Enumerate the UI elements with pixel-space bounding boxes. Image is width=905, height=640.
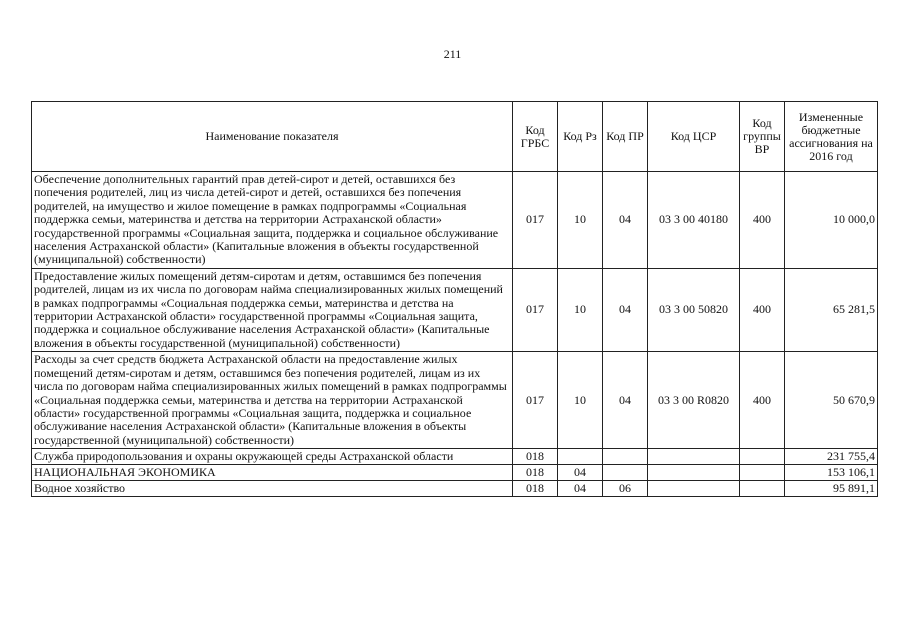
table-row xyxy=(32,465,878,481)
row-name: Водное хозяйство xyxy=(32,481,513,497)
row-pr: 04 xyxy=(603,268,648,351)
row-grbs: 018 xyxy=(513,465,558,481)
row-vr xyxy=(740,449,785,465)
row-amount: 65 281,5 xyxy=(785,268,878,351)
table-header-row xyxy=(32,102,878,172)
row-vr xyxy=(740,481,785,497)
header-csr: Код ЦСР xyxy=(648,102,740,172)
row-csr xyxy=(648,465,740,481)
header-name: Наименование показателя xyxy=(32,102,513,172)
row-name: Расходы за счет средств бюджета Астраханской области на предоставление жилых помещений детям-сиротам и детям, оставшимся без попечения родителей, лицам из их числа по договорам найма специализированных жилых помещений в рамках подпрограммы «Социальная поддержка семьи, материнства и детства на территории Астраханской области» государственной программы «Социальная защита, поддержка и социальное обслуживание населения Астраханской области» (Капитальные вложения в объекты государственной (муниципальной) собственности) xyxy=(32,352,513,449)
row-grbs: 017 xyxy=(513,268,558,351)
row-pr: 04 xyxy=(603,172,648,269)
row-grbs: 018 xyxy=(513,449,558,465)
row-rz: 10 xyxy=(558,172,603,269)
row-vr: 400 xyxy=(740,268,785,351)
row-amount: 10 000,0 xyxy=(785,172,878,269)
header-pr: Код ПР xyxy=(603,102,648,172)
budget-table xyxy=(31,101,878,497)
row-rz: 10 xyxy=(558,352,603,449)
row-csr xyxy=(648,449,740,465)
row-csr: 03 3 00 R0820 xyxy=(648,352,740,449)
table-row xyxy=(32,449,878,465)
row-name: НАЦИОНАЛЬНАЯ ЭКОНОМИКА xyxy=(32,465,513,481)
row-name: Служба природопользования и охраны окружающей среды Астраханской области xyxy=(32,449,513,465)
row-pr xyxy=(603,449,648,465)
page-number: 211 xyxy=(443,47,462,61)
row-rz: 10 xyxy=(558,268,603,351)
row-pr: 04 xyxy=(603,352,648,449)
row-amount: 153 106,1 xyxy=(785,465,878,481)
row-amount: 95 891,1 xyxy=(785,481,878,497)
header-rz: Код Рз xyxy=(558,102,603,172)
header-vr: Код группы ВР xyxy=(740,102,785,172)
row-csr xyxy=(648,481,740,497)
row-vr: 400 xyxy=(740,352,785,449)
row-vr: 400 xyxy=(740,172,785,269)
row-csr: 03 3 00 50820 xyxy=(648,268,740,351)
table-row xyxy=(32,172,878,269)
row-pr: 06 xyxy=(603,481,648,497)
table-row xyxy=(32,268,878,351)
row-rz: 04 xyxy=(558,465,603,481)
row-grbs: 017 xyxy=(513,172,558,269)
row-grbs: 017 xyxy=(513,352,558,449)
row-vr xyxy=(740,465,785,481)
row-grbs: 018 xyxy=(513,481,558,497)
row-name: Предоставление жилых помещений детям-сиротам и детям, оставшимся без попечения родителей, лицам из их числа по договорам найма специализированных жилых помещений в рамках подпрограммы «Социальная поддержка семьи, материнства и детства на территории Астраханской области» государственной программы «Социальная защита, поддержка и социальное обслуживание населения Астраханской области» (Капитальные вложения в объекты государственной (муниципальной) собственности) xyxy=(32,268,513,351)
table-row xyxy=(32,481,878,497)
row-amount: 50 670,9 xyxy=(785,352,878,449)
row-csr: 03 3 00 40180 xyxy=(648,172,740,269)
row-pr xyxy=(603,465,648,481)
row-name: Обеспечение дополнительных гарантий прав детей-сирот и детей, оставшихся без попечения родителей, лиц из числа детей-сирот и детей, оставшихся без попечения родителей, на имущество и жилое помещение в рамках подпрограммы «Социальная поддержка семьи, материнства и детства на территории Астраханской области» государственной программы «Социальная защита, поддержка и социальное обслуживание населения Астраханской области» (Капитальные вложения в объекты государственной (муниципальной) собственности) xyxy=(32,172,513,269)
header-amount: Измененные бюджетные ассигнования на 2016 год xyxy=(785,102,878,172)
row-rz xyxy=(558,449,603,465)
table-row xyxy=(32,352,878,449)
header-grbs: Код ГРБС xyxy=(513,102,558,172)
row-rz: 04 xyxy=(558,481,603,497)
row-amount: 231 755,4 xyxy=(785,449,878,465)
